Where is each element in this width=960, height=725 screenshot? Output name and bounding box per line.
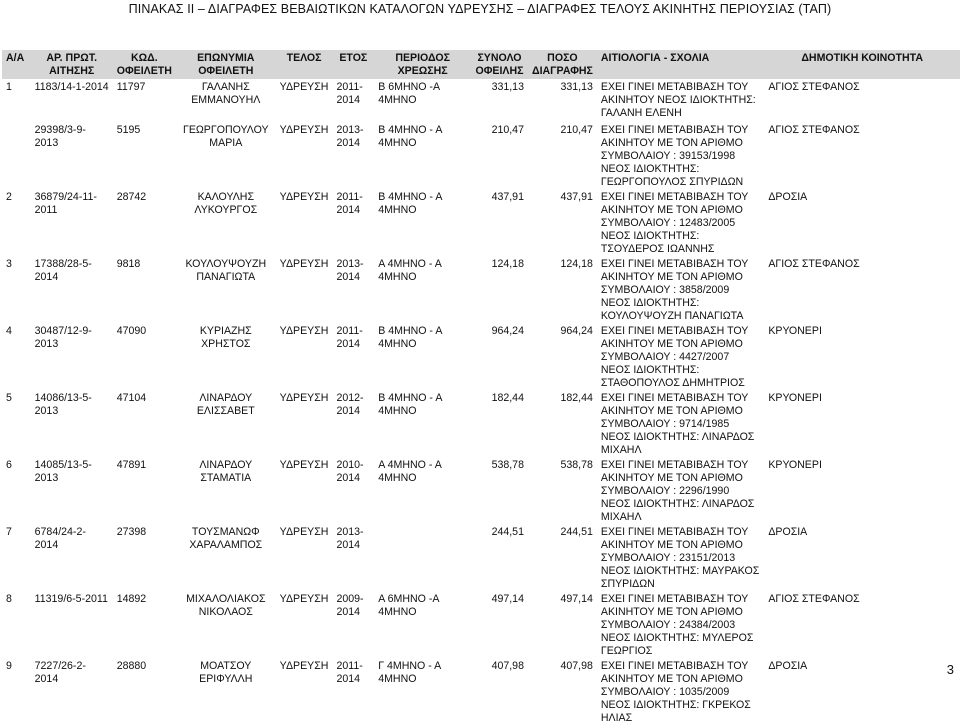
header-fee: ΤΕΛΟΣ [286, 52, 322, 64]
cell-fee: ΥΔΡΕΥΣΗ [279, 191, 329, 203]
cell-period [374, 524, 471, 591]
cell-year: 2011-2014 [336, 191, 363, 216]
cell-protocol: 7227/26-2-2014 [34, 660, 86, 685]
cell-code: 47891 [116, 459, 147, 471]
cell-reason: ΕΧΕΙ ΓΙΝΕΙ ΜΕΤΑΒΙΒΑΣΗ ΤΟΥ ΑΚΙΝΗΤΟΥ ΜΕ ΤΟΝ ΑΡΙΘΜΟ ΣΥΜΒΟΛΑΙΟΥ : 3858/2009 ΝΕΟΣ ΙΔΙΟΚΤΗΤΗΣ: ΚΟΥΛΟΥΨΟΥΖΗ ΠΑΝΑΓΙΩΤΑ [600, 258, 749, 322]
cell-aa: 4 [6, 325, 12, 337]
cell-code: 28742 [116, 191, 147, 203]
table-row [2, 390, 960, 457]
cell-amount: 244,51 [560, 526, 593, 538]
cell-aa [2, 122, 31, 189]
cell-aa: 1 [6, 81, 12, 93]
cell-name: ΜΙΧΑΛΟΛΙΑΚΟΣ ΝΙΚΟΛΑΟΣ [186, 593, 266, 618]
cell-aa: 9 [6, 660, 12, 672]
cell-period: Β 4ΜΗΝΟ - Α 4ΜΗΝΟ [378, 325, 442, 350]
cell-name: ΚΑΛΟΥΛΗΣ ΛΥΚΟΥΡΓΟΣ [194, 191, 258, 216]
deletions-table [2, 50, 960, 725]
cell-fee: ΥΔΡΕΥΣΗ [279, 81, 329, 93]
cell-code: 28880 [116, 660, 147, 672]
cell-total: 497,14 [491, 593, 524, 605]
cell-aa: 6 [6, 459, 12, 471]
cell-reason: ΕΧΕΙ ΓΙΝΕΙ ΜΕΤΑΒΙΒΑΣΗ ΤΟΥ ΑΚΙΝΗΤΟΥ ΝΕΟΣ ΙΔΙΟΚΤΗΤΗΣ: ΓΑΛΑΝΗ ΕΛΕΝΗ [600, 81, 756, 119]
cell-amount: 497,14 [560, 593, 593, 605]
cell-total: 244,51 [491, 526, 524, 538]
header-community: ΔΗΜΟΤΙΚΗ ΚΟΙΝΟΤΗΤΑ [801, 52, 923, 64]
header-name: ΕΠΩΝΥΜΙΑ ΟΦΕΙΛΕΤΗ [197, 52, 255, 77]
table-header-row [2, 50, 960, 79]
cell-total: 964,24 [491, 325, 524, 337]
cell-amount: 210,47 [560, 124, 593, 136]
cell-year: 2012-2014 [336, 392, 364, 417]
cell-year: 2013-2014 [336, 258, 364, 283]
cell-aa: 3 [6, 258, 12, 270]
cell-period: Β 4ΜΗΝΟ - Α 4ΜΗΝΟ [378, 392, 442, 417]
cell-reason: ΕΧΕΙ ΓΙΝΕΙ ΜΕΤΑΒΙΒΑΣΗ ΤΟΥ ΑΚΙΝΗΤΟΥ ΜΕ ΤΟΝ ΑΡΙΘΜΟ ΣΥΜΒΟΛΑΙΟΥ : 1035/2009 ΝΕΟΣ ΙΔΙΟΚΤΗΤΗΣ: ΓΚΡΕΚΟΣ ΗΛΙΑΣ [600, 660, 751, 724]
table-row [2, 256, 960, 323]
cell-protocol: 14086/13-5-2013 [34, 392, 92, 417]
cell-amount: 124,18 [560, 258, 593, 270]
cell-community: ΑΓΙΟΣ ΣΤΕΦΑΝΟΣ [768, 81, 860, 93]
cell-amount: 182,44 [560, 392, 593, 404]
cell-reason: ΕΧΕΙ ΓΙΝΕΙ ΜΕΤΑΒΙΒΑΣΗ ΤΟΥ ΑΚΙΝΗΤΟΥ ΜΕ ΤΟΝ ΑΡΙΘΜΟ ΣΥΜΒΟΛΑΙΟΥ : 23151/2013 ΝΕΟΣ ΙΔΙΟΚΤΗΤΗΣ: ΜΑΥΡΑΚΟΣ ΣΠΥΡΙΔΩΝ [600, 526, 760, 590]
cell-reason: ΕΧΕΙ ΓΙΝΕΙ ΜΕΤΑΒΙΒΑΣΗ ΤΟΥ ΑΚΙΝΗΤΟΥ ΜΕ ΤΟΝ ΑΡΙΘΜΟ ΣΥΜΒΟΛΑΙΟΥ : 4427/2007 ΝΕΟΣ ΙΔΙΟΚΤΗΤΗΣ: ΣΤΑΘΟΠΟΥΛΟΣ ΔΗΜΗΤΡΙΟΣ [600, 325, 749, 389]
table-row [2, 658, 960, 725]
cell-period: Β 4ΜΗΝΟ - Α 4ΜΗΝΟ [378, 191, 442, 216]
cell-fee: ΥΔΡΕΥΣΗ [279, 459, 329, 471]
cell-fee: ΥΔΡΕΥΣΗ [279, 392, 329, 404]
cell-period: Β 4ΜΗΝΟ - Α 4ΜΗΝΟ [378, 124, 442, 149]
cell-name: ΛΙΝΑΡΔΟΥ ΣΤΑΜΑΤΙΑ [199, 459, 253, 484]
cell-community: ΑΓΙΟΣ ΣΤΕΦΑΝΟΣ [768, 124, 860, 136]
cell-protocol: 36879/24-11-2011 [34, 191, 97, 216]
cell-community: ΑΓΙΟΣ ΣΤΕΦΑΝΟΣ [768, 593, 860, 605]
table-row [2, 79, 960, 122]
cell-name: ΓΕΩΡΓΟΠΟΥΛΟΥ ΜΑΡΙΑ [182, 124, 269, 149]
cell-total: 538,78 [491, 459, 524, 471]
cell-aa: 7 [6, 526, 12, 538]
header-protocol: ΑΡ. ΠΡΩΤ. ΑΙΤΗΣΗΣ [46, 52, 98, 77]
cell-year: 2009-2014 [336, 593, 364, 618]
cell-amount: 437,91 [560, 191, 593, 203]
table-row [2, 524, 960, 591]
header-reason: ΑΙΤΙΟΛΟΓΙΑ - ΣΧΟΛΙΑ [600, 52, 710, 64]
cell-name: ΚΟΥΛΟΥΨΟΥΖΗ ΠΑΝΑΓΙΩΤΑ [185, 258, 267, 283]
cell-aa: 8 [6, 593, 12, 605]
cell-protocol: 17388/28-5-2014 [34, 258, 92, 283]
cell-period: Α 4ΜΗΝΟ - Α 4ΜΗΝΟ [378, 459, 442, 484]
table-row [2, 189, 960, 256]
header-amount: ΠΟΣΟ ΔΙΑΓΡΑΦΗΣ [531, 52, 593, 77]
cell-period: Α 4ΜΗΝΟ - Α 4ΜΗΝΟ [378, 258, 442, 283]
cell-amount: 538,78 [560, 459, 593, 471]
header-total: ΣΥΝΟΛΟ ΟΦΕΙΛΗΣ [475, 52, 524, 77]
cell-community: ΔΡΟΣΙΑ [768, 191, 808, 203]
cell-fee: ΥΔΡΕΥΣΗ [279, 526, 329, 538]
cell-year: 2011-2014 [336, 81, 363, 106]
cell-period: Β 6ΜΗΝΟ -Α 4ΜΗΝΟ [378, 81, 440, 106]
cell-code: 5195 [116, 124, 141, 136]
cell-total: 124,18 [491, 258, 524, 270]
cell-community: ΚΡΥΟΝΕΡΙ [768, 459, 822, 471]
cell-fee: ΥΔΡΕΥΣΗ [279, 258, 329, 270]
cell-total: 437,91 [491, 191, 524, 203]
cell-name: ΤΟΥΣΜΑΝΩΦ ΧΑΡΑΛΑΜΠΟΣ [189, 526, 263, 551]
cell-protocol: 30487/12-9-2013 [34, 325, 92, 350]
cell-name: ΓΑΛΑΝΗΣ ΕΜΜΑΝΟΥΗΛ [191, 81, 261, 106]
cell-community: ΚΡΥΟΝΕΡΙ [768, 325, 822, 337]
cell-fee: ΥΔΡΕΥΣΗ [279, 325, 329, 337]
page-number: 3 [946, 662, 954, 677]
table-row [2, 323, 960, 390]
table-row [2, 122, 960, 189]
cell-fee: ΥΔΡΕΥΣΗ [279, 593, 329, 605]
cell-year: 2011-2014 [336, 660, 363, 685]
cell-code: 47090 [116, 325, 147, 337]
cell-reason: ΕΧΕΙ ΓΙΝΕΙ ΜΕΤΑΒΙΒΑΣΗ ΤΟΥ ΑΚΙΝΗΤΟΥ ΜΕ ΤΟΝ ΑΡΙΘΜΟ ΣΥΜΒΟΛΑΙΟΥ : 39153/1998 ΝΕΟΣ ΙΔΙΟΚΤΗΤΗΣ: ΓΕΩΡΓΟΠΟΥΛΟΣ ΣΠΥΡΙΔΩΝ [600, 124, 749, 188]
cell-reason: ΕΧΕΙ ΓΙΝΕΙ ΜΕΤΑΒΙΒΑΣΗ ΤΟΥ ΑΚΙΝΗΤΟΥ ΜΕ ΤΟΝ ΑΡΙΘΜΟ ΣΥΜΒΟΛΑΙΟΥ : 2296/1990 ΝΕΟΣ ΙΔΙΟΚΤΗΤΗΣ: ΛΙΝΑΡΔΟΣ ΜΙΧΑΗΛ [600, 459, 755, 523]
header-code: ΚΩΔ. ΟΦΕΙΛΕΤΗ [116, 52, 172, 77]
cell-aa: 5 [6, 392, 12, 404]
cell-community: ΔΡΟΣΙΑ [768, 526, 808, 538]
cell-code: 9818 [116, 258, 141, 270]
cell-community: ΑΓΙΟΣ ΣΤΕΦΑΝΟΣ [768, 258, 860, 270]
cell-community: ΔΡΟΣΙΑ [768, 660, 808, 672]
cell-year: 2013-2014 [336, 526, 364, 551]
cell-protocol: 29398/3-9-2013 [34, 124, 86, 149]
header-aa: Α/Α [6, 52, 25, 64]
page-title: ΠΙΝΑΚΑΣ ΙΙ – ΔΙΑΓΡΑΦΕΣ ΒΕΒΑΙΩΤΙΚΩΝ ΚΑΤΑΛΟΓΩΝ ΥΔΡΕΥΣΗΣ – ΔΙΑΓΡΑΦΕΣ ΤΕΛΟΥΣ ΑΚΙΝΗΤΗΣ ΠΕΡΙΟΥΣΙΑΣ (ΤΑΠ) [128, 2, 832, 16]
cell-fee: ΥΔΡΕΥΣΗ [279, 660, 329, 672]
cell-fee: ΥΔΡΕΥΣΗ [279, 124, 329, 136]
cell-protocol: 6784/24-2-2014 [34, 526, 86, 551]
cell-protocol: 11319/6-5-2011 [34, 593, 108, 605]
cell-name: ΜΟΑΤΣΟΥ ΕΡΙΦΥΛΛΗ [199, 660, 253, 685]
cell-name: ΚΥΡΙΑΖΗΣ ΧΡΗΣΤΟΣ [199, 325, 252, 350]
table-row [2, 457, 960, 524]
cell-period: Γ 4ΜΗΝΟ - Α 4ΜΗΝΟ [378, 660, 441, 685]
cell-protocol: 1183/14-1-2014 [34, 81, 109, 93]
cell-period: Α 6ΜΗΝΟ -Α 4ΜΗΝΟ [378, 593, 439, 618]
cell-reason: ΕΧΕΙ ΓΙΝΕΙ ΜΕΤΑΒΙΒΑΣΗ ΤΟΥ ΑΚΙΝΗΤΟΥ ΜΕ ΤΟΝ ΑΡΙΘΜΟ ΣΥΜΒΟΛΑΙΟΥ : 9714/1985 ΝΕΟΣ ΙΔΙΟΚΤΗΤΗΣ: ΛΙΝΑΡΔΟΣ ΜΙΧΑΗΛ [600, 392, 755, 456]
table-row [2, 591, 960, 658]
cell-total: 210,47 [491, 124, 524, 136]
cell-code: 27398 [116, 526, 147, 538]
cell-total: 182,44 [491, 392, 524, 404]
cell-aa: 2 [6, 191, 12, 203]
cell-protocol: 14085/13-5-2013 [34, 459, 92, 484]
cell-amount: 407,98 [560, 660, 593, 672]
cell-year: 2011-2014 [336, 325, 363, 350]
header-year: ΕΤΟΣ [339, 52, 368, 64]
cell-amount: 331,13 [560, 81, 593, 93]
cell-year: 2013-2014 [336, 124, 364, 149]
cell-year: 2010-2014 [336, 459, 364, 484]
header-period: ΠΕΡΙΟΔΟΣ ΧΡΕΩΣΗΣ [395, 52, 450, 77]
cell-name: ΛΙΝΑΡΔΟΥ ΕΛΙΣΣΑΒΕΤ [196, 392, 255, 417]
cell-community: ΚΡΥΟΝΕΡΙ [768, 392, 822, 404]
cell-code: 11797 [116, 81, 146, 93]
cell-amount: 964,24 [560, 325, 593, 337]
cell-reason: ΕΧΕΙ ΓΙΝΕΙ ΜΕΤΑΒΙΒΑΣΗ ΤΟΥ ΑΚΙΝΗΤΟΥ ΜΕ ΤΟΝ ΑΡΙΘΜΟ ΣΥΜΒΟΛΑΙΟΥ : 12483/2005 ΝΕΟΣ ΙΔΙΟΚΤΗΤΗΣ: ΤΣΟΥΔΕΡΟΣ ΙΩΑΝΝΗΣ [600, 191, 749, 255]
cell-reason: ΕΧΕΙ ΓΙΝΕΙ ΜΕΤΑΒΙΒΑΣΗ ΤΟΥ ΑΚΙΝΗΤΟΥ ΜΕ ΤΟΝ ΑΡΙΘΜΟ ΣΥΜΒΟΛΑΙΟΥ : 24384/2003 ΝΕΟΣ ΙΔΙΟΚΤΗΤΗΣ: ΜΥΛΕΡΟΣ ΓΕΩΡΓΙΟΣ [600, 593, 754, 657]
cell-total: 331,13 [491, 81, 524, 93]
cell-code: 47104 [116, 392, 147, 404]
cell-total: 407,98 [491, 660, 524, 672]
cell-code: 14892 [116, 593, 147, 605]
